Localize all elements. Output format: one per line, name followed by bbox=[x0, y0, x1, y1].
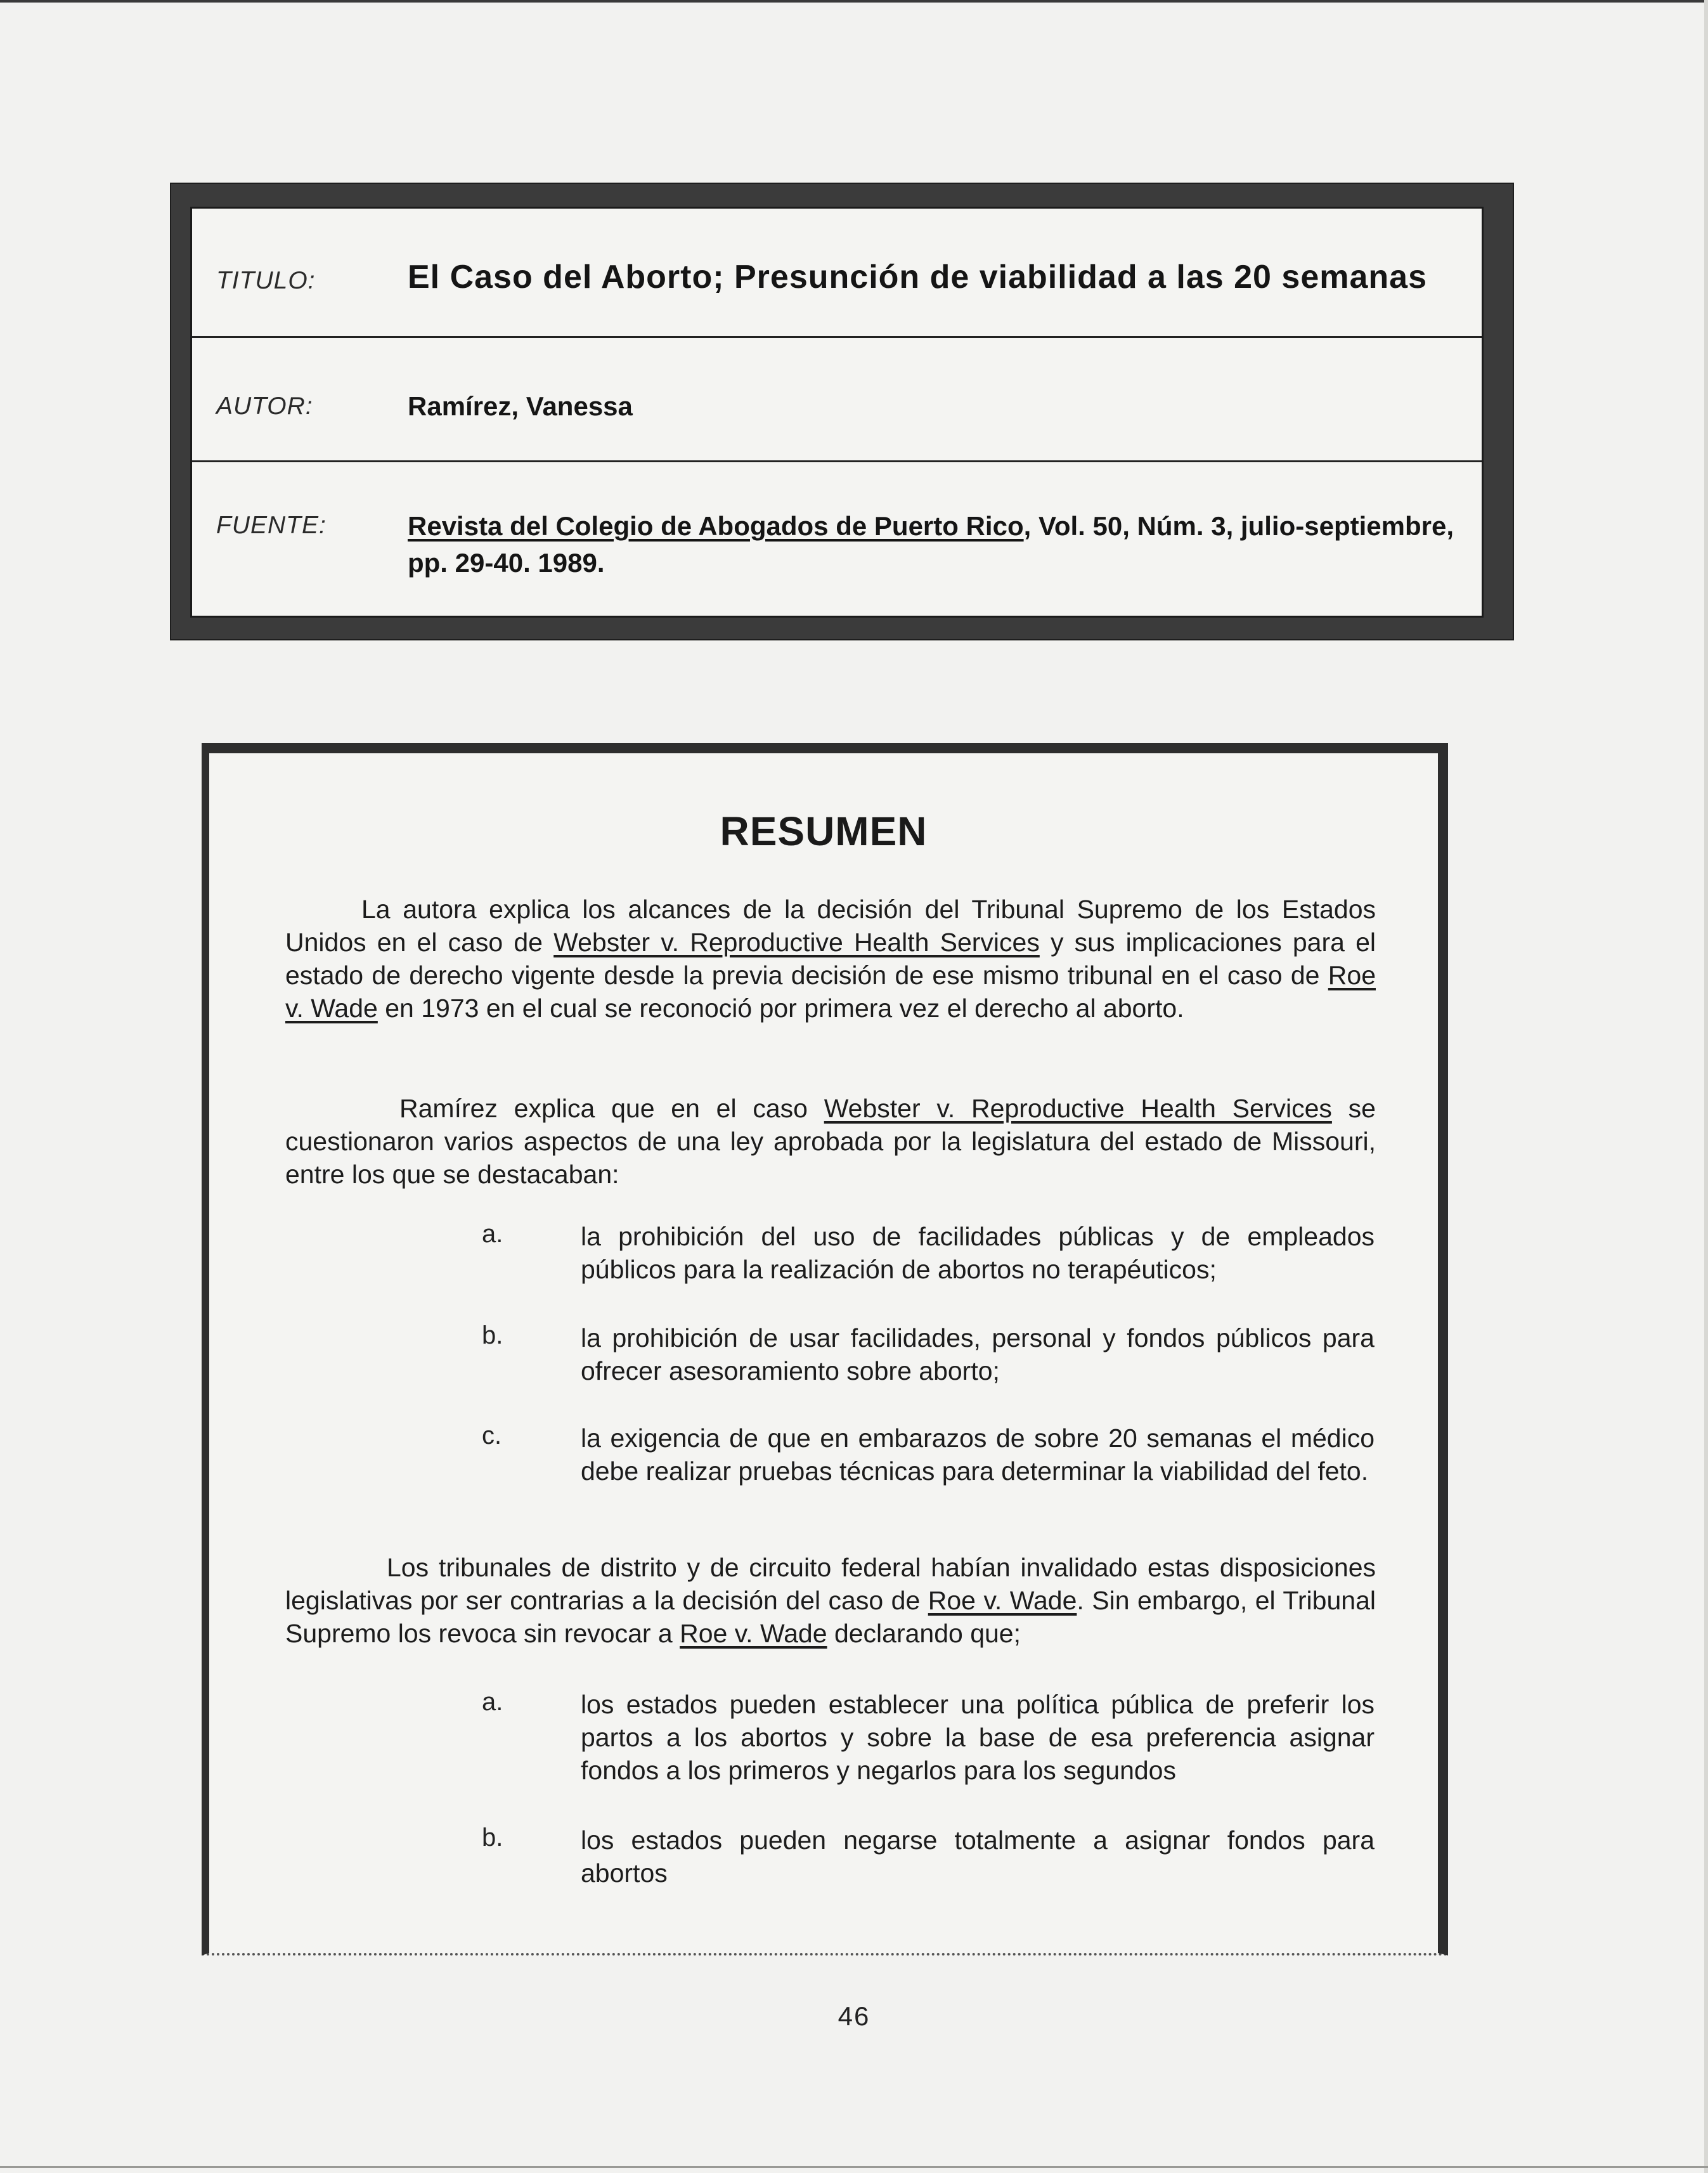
list-marker: b. bbox=[482, 1321, 503, 1349]
scan-edge-right bbox=[1704, 0, 1708, 2173]
scan-edge-bottom bbox=[0, 2166, 1708, 2168]
list-marker: b. bbox=[482, 1824, 503, 1852]
list-item-text: la prohibición de usar facilidades, personal y fondos públicos para ofrecer asesoramiento sobre aborto; bbox=[581, 1323, 1375, 1385]
list-marker: a. bbox=[482, 1688, 503, 1716]
p2-text-1: Ramírez explica que en el caso bbox=[399, 1094, 824, 1123]
autor-label: AUTOR: bbox=[216, 392, 313, 420]
paragraph-2 bbox=[285, 1092, 1376, 1191]
fuente-details: , Vol. 50, Núm. 3, julio-septiembre, pp. 29-40. 1989. bbox=[408, 511, 1454, 578]
list-item-text: la exigencia de que en embarazos de sobre 20 semanas el médico debe realizar pruebas técnicas para determinar la viabilidad del feto. bbox=[581, 1424, 1375, 1486]
titulo-value: El Caso del Aborto; Presunción de viabilidad a las 20 semanas bbox=[408, 259, 1428, 295]
p1-text-1: La autora explica los alcances de la decisión del Tribunal Supremo de los Estados Unidos en el caso de bbox=[285, 895, 1376, 957]
p1-text-3: en 1973 en el cual se reconoció por primera vez el derecho al aborto. bbox=[377, 994, 1184, 1023]
p3-text-2: . Sin embargo, el Tribunal Supremo los revoca sin revocar a bbox=[285, 1586, 1376, 1648]
paragraph-3 bbox=[285, 1551, 1376, 1650]
titulo-row bbox=[192, 209, 1482, 338]
p3-text-1: Los tribunales de distrito y de circuito federal habían invalidado estas disposiciones legislativas por ser contrarias a la decisión del caso de bbox=[285, 1553, 1376, 1615]
titulo-label: TITULO: bbox=[216, 267, 316, 294]
fuente-value bbox=[408, 508, 1460, 581]
autor-row bbox=[192, 338, 1482, 462]
fuente-label: FUENTE: bbox=[216, 512, 327, 539]
list-item-text: los estados pueden establecer una política pública de preferir los partos a los abortos y sobre la base de esa preferencia asignar fondos a los primeros y negarlos para los segundos bbox=[581, 1690, 1375, 1785]
list-marker: a. bbox=[482, 1220, 503, 1248]
header-table bbox=[190, 207, 1484, 618]
case-webster: Webster v. Reproductive Health Services bbox=[824, 1094, 1332, 1123]
case-webster: Webster v. Reproductive Health Services bbox=[553, 928, 1040, 957]
fuente-journal: Revista del Colegio de Abogados de Puerto Rico bbox=[408, 511, 1024, 541]
fuente-row bbox=[192, 462, 1482, 618]
list-item-text: la prohibición del uso de facilidades públicas y de empleados públicos para la realización de abortos no terapéuticos; bbox=[581, 1222, 1375, 1284]
p3-text-3: declarando que; bbox=[827, 1619, 1021, 1648]
scan-edge-top bbox=[0, 0, 1708, 3]
resumen-title: RESUMEN bbox=[720, 808, 928, 854]
list-item-text: los estados pueden negarse totalmente a asignar fondos para abortos bbox=[581, 1826, 1375, 1888]
case-roe: Roe v. Wade bbox=[285, 961, 1376, 1023]
resumen-box bbox=[202, 743, 1448, 1956]
paragraph-1 bbox=[285, 893, 1376, 1025]
p1-text-2: y sus implicaciones para el estado de derecho vigente desde la previa decisión de ese mismo tribunal en el caso de bbox=[285, 928, 1376, 990]
case-roe: Roe v. Wade bbox=[928, 1586, 1077, 1615]
list-marker: c. bbox=[482, 1422, 502, 1450]
p2-text-2: se cuestionaron varios aspectos de una ley aprobada por la legislatura del estado de Missouri, entre los que se destacaban: bbox=[285, 1094, 1376, 1189]
header-frame bbox=[170, 183, 1514, 640]
case-roe: Roe v. Wade bbox=[680, 1619, 827, 1648]
page-number: 46 bbox=[838, 2001, 870, 2031]
autor-value: Ramírez, Vanessa bbox=[408, 391, 633, 421]
